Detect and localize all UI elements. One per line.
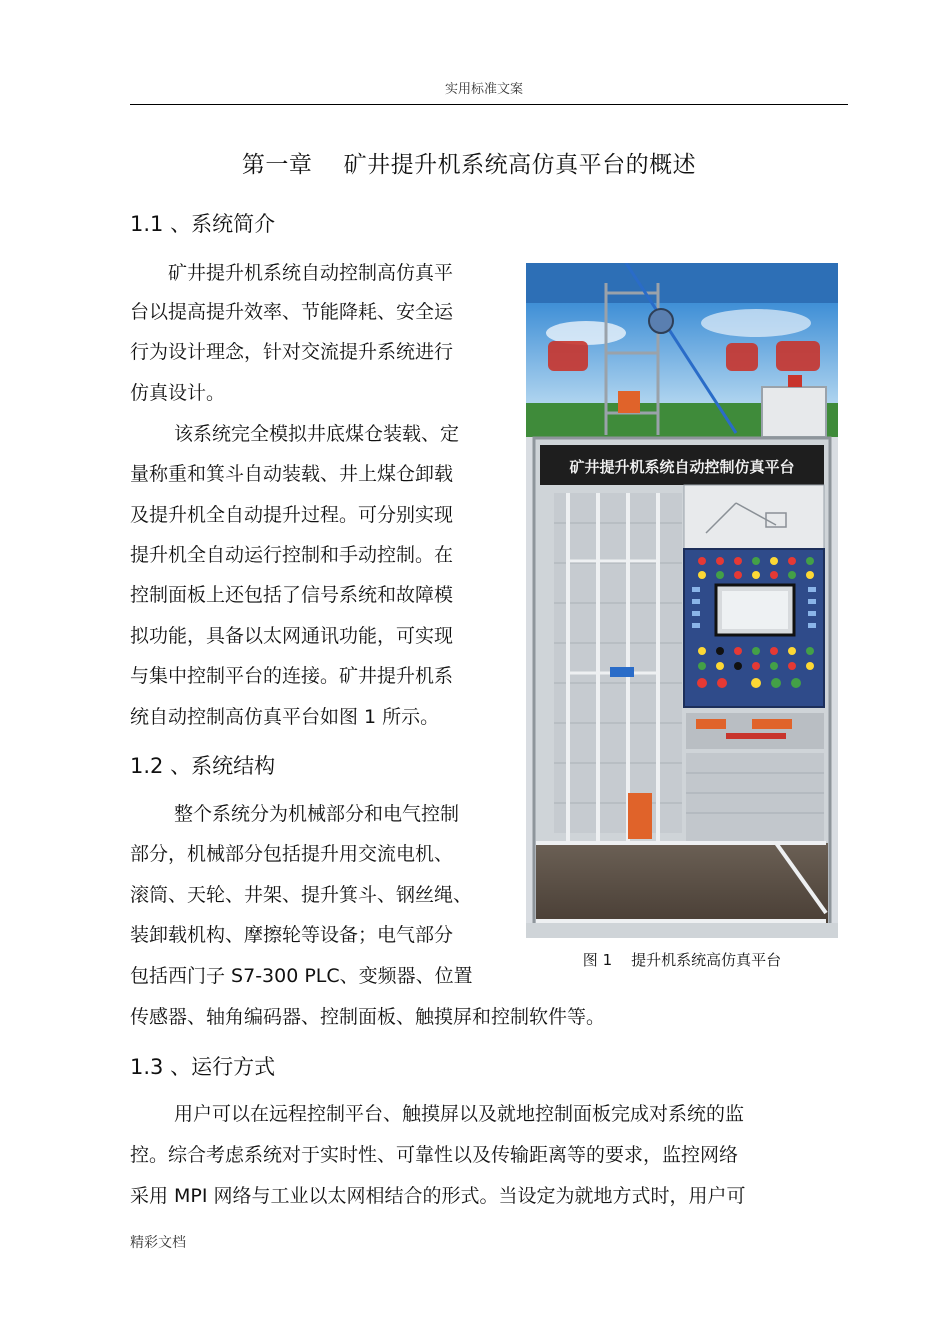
section-heading-1-2: 1.2 、系统结构 <box>130 754 276 778</box>
paragraph-line: 统自动控制高仿真平台如图 1 所示。 <box>130 706 440 728</box>
paragraph-line: 该系统完全模拟井底煤仓装载、定 <box>174 423 460 445</box>
paragraph-line: 与集中控制平台的连接。矿井提升机系 <box>130 665 454 687</box>
banner-text: 矿井提升机系统自动控制仿真平台 <box>569 458 795 476</box>
paragraph-line: 控制面板上还包括了信号系统和故障模 <box>130 584 454 606</box>
paragraph-line: 行为设计理念，针对交流提升系统进行 <box>130 341 454 363</box>
page-footer: 精彩文档 <box>130 1235 186 1251</box>
paragraph-line: 包括西门子 S7-300 PLC、变频器、位置 <box>130 965 473 987</box>
paragraph-line: 传感器、轴角编码器、控制面板、触摸屏和控制软件等。 <box>130 1006 606 1028</box>
chapter-title: 第一章 矿井提升机系统高仿真平台的概述 <box>241 152 697 178</box>
hoist-platform-photo <box>526 263 838 938</box>
paragraph-line: 控。综合考虑系统对于实时性、可靠性以及传输距离等的要求，监控网络 <box>130 1144 739 1166</box>
paragraph-line: 装卸载机构、摩擦轮等设备；电气部分 <box>130 924 454 946</box>
paragraph-line: 台以提高提升效率、节能降耗、安全运 <box>130 301 454 323</box>
paragraph-line: 采用 MPI 网络与工业以太网相结合的形式。当设定为就地方式时，用户可 <box>130 1185 746 1207</box>
header-rule <box>130 104 848 105</box>
paragraph-line: 仿真设计。 <box>130 382 226 404</box>
paragraph-line: 及提升机全自动提升过程。可分别实现 <box>130 504 454 526</box>
paragraph-line: 滚筒、天轮、井架、提升箕斗、钢丝绳、 <box>130 884 473 906</box>
paragraph-line: 整个系统分为机械部分和电气控制 <box>174 803 460 825</box>
section-heading-1-1: 1.1 、系统简介 <box>130 212 276 236</box>
paragraph-line: 拟功能，具备以太网通讯功能，可实现 <box>130 625 454 647</box>
figure-caption: 图 1 提升机系统高仿真平台 <box>582 951 782 969</box>
paragraph-line: 部分，机械部分包括提升用交流电机、 <box>130 843 454 865</box>
paragraph-line: 提升机全自动运行控制和手动控制。在 <box>130 544 454 566</box>
page-header: 实用标准文案 <box>444 82 523 97</box>
section-heading-1-3: 1.3 、运行方式 <box>130 1055 276 1079</box>
paragraph-line: 量称重和箕斗自动装载、井上煤仓卸载 <box>130 463 454 485</box>
paragraph-line: 矿井提升机系统自动控制高仿真平 <box>168 262 454 284</box>
paragraph-line: 用户可以在远程控制平台、触摸屏以及就地控制面板完成对系统的监 <box>174 1103 745 1125</box>
